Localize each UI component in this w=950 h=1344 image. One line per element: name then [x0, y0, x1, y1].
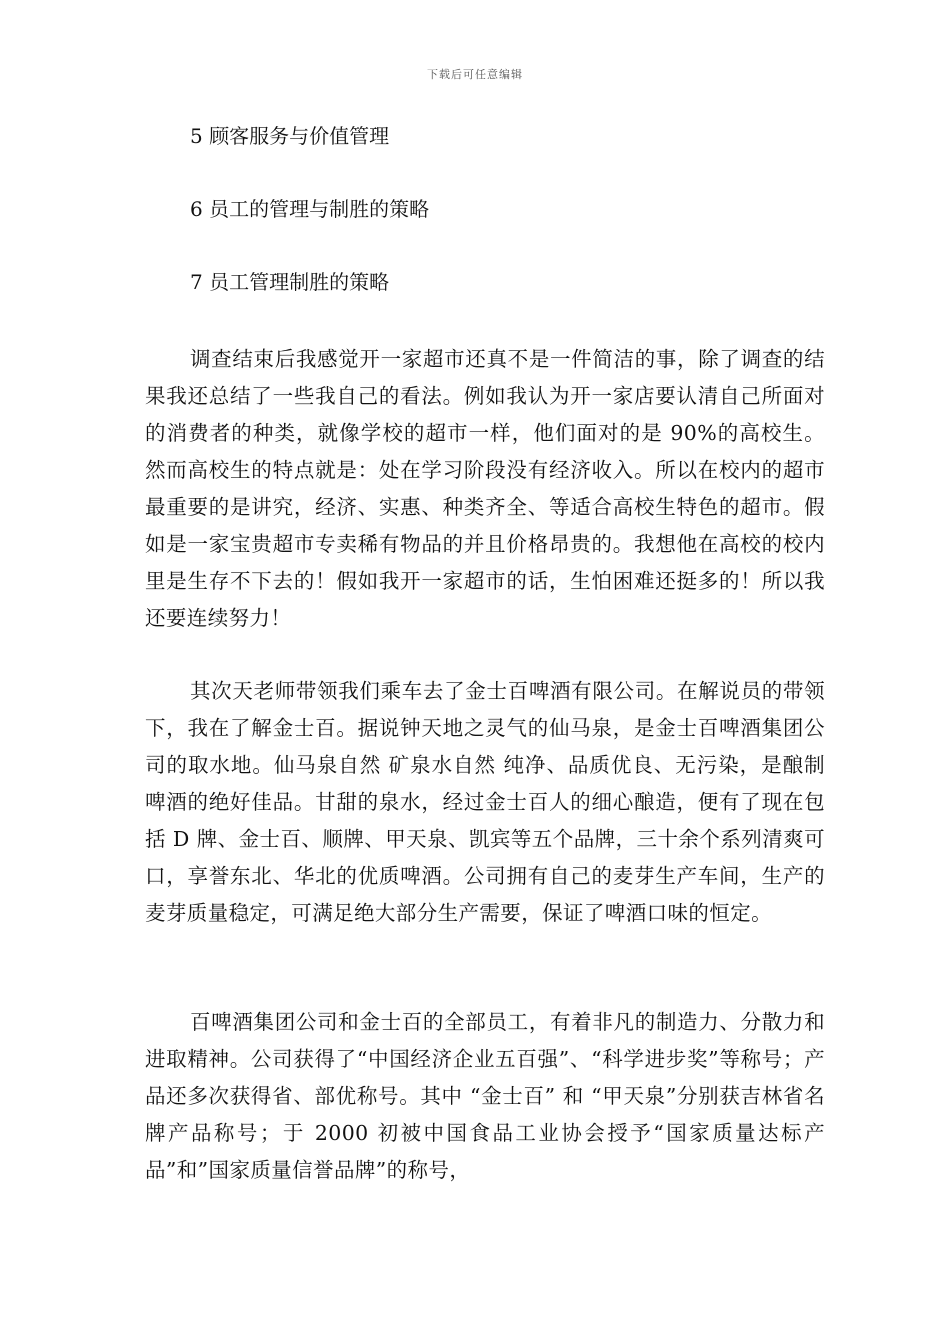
header-note: 下载后可任意编辑 [427, 68, 523, 81]
section-heading-5: 5 顾客服务与价值管理 [190, 124, 390, 148]
section-heading-6: 6 员工的管理与制胜的策略 [190, 197, 430, 221]
section-heading-7: 7 员工管理制胜的策略 [190, 270, 390, 294]
paragraph-brewery-visit: 其次天老师带领我们乘车去了金士百啤酒有限公司。在解说员的带领下，我在了解金士百。据说钟天地之灵气的仙马泉，是金士百啤酒集团公司的取水地。仙马泉自然 矿泉水自然 纯净、品质优良、无污染，是酿制啤酒的绝好佳品。甘甜的泉水，经过金士百人的细心酿造，便有了现在包括 D 牌、金士百、顺牌、甲天泉、凯宾等五个品牌，三十余个系列清爽可口，享誉东北、华北的优质啤酒。公司拥有自己的麦芽生产车间，生产的麦芽质量稳定，可满足绝大部分生产需要，保证了啤酒口味的恒定。 [145, 679, 825, 925]
paragraph-survey-reflection: 调查结束后我感觉开一家超市还真不是一件简洁的事，除了调查的结果我还总结了一些我自己的看法。例如我认为开一家店要认清自己所面对的消费者的种类，就像学校的超市一样，他们面对的是 90%的高校生。然而高校生的特点就是：处在学习阶段没有经济收入。所以在校内的超市最重要的是讲究，经济、实惠、种类齐全、等适合高校生特色的超市。假如是一家宝贵超市专卖稀有物品的并且价格昂贵的。我想他在高校的校内里是生存不下去的！假如我开一家超市的话，生怕困难还挺多的！所以我还要连续努力！ [145, 347, 825, 630]
paragraph-company-honors: 百啤酒集团公司和金士百的全部员工，有着非凡的制造力、分散力和进取精神。公司获得了“中国经济企业五百强”、“科学进步奖”等称号；产品还多次获得省、部优称号。其中 “金士百” 和 “甲天泉”分别获吉林省名牌产品称号；于 2000 初被中国食品工业协会授予“国家质量达标产品”和”国家质量信誉品牌”的称号， [145, 1010, 825, 1182]
